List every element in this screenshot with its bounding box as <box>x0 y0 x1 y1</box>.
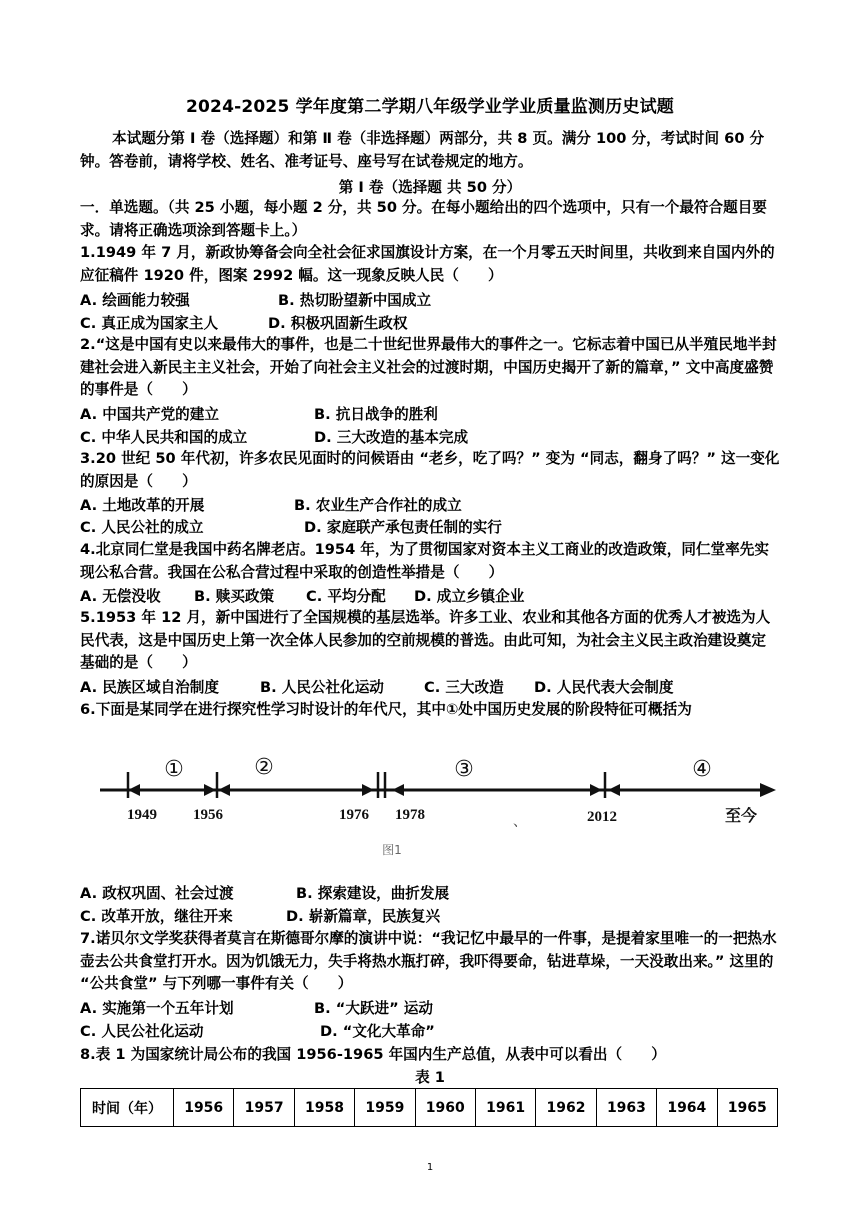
question-1-stem: 1.1949 年 7 月，新政协筹备会向全社会征求国旗设计方案，在一个月零五天时间里，共收到来自国内外的应征稿件 1920 件，图案 2992 幅。这一现象反映人民（ ） <box>80 244 775 284</box>
section-title: 第 Ⅰ 卷（选择题 共 50 分） <box>338 179 522 196</box>
question-7-options-row-1 <box>80 997 433 1018</box>
timeline-marker-2: ② <box>254 755 274 780</box>
table-cell-year: 1964 <box>657 1089 717 1127</box>
option-c: C. 人民公社的成立 <box>80 519 204 536</box>
table-cell-year: 1959 <box>355 1089 415 1127</box>
option-a: A. 实施第一个五年计划 <box>80 1000 234 1017</box>
question-5-options-row <box>80 676 674 697</box>
table-header-cell: 时间（年） <box>81 1089 174 1127</box>
exam-intro: 本试题分第 Ⅰ 卷（选择题）和第 Ⅱ 卷（非选择题）两部分，共 8 页。满分 100 分，考试时间 60 分钟。答卷前，请将学校、姓名、准考证号、座号写在试卷规定的地方。 <box>80 130 765 170</box>
option-d: D. 成立乡镇企业 <box>414 588 525 605</box>
option-a: A. 土地改革的开展 <box>80 497 205 514</box>
option-c: C. 平均分配 <box>306 588 386 605</box>
table-row <box>81 1089 778 1127</box>
option-d: D. 崭新篇章，民族复兴 <box>286 908 441 925</box>
question-5-stem: 5.1953 年 12 月，新中国进行了全国规模的基层选举。许多工业、农业和其他各方面的优秀人才被选为人民代表，这是中国历史上第一次全体人民参加的空前规模的普选。由此可知，为社会主义民主政治建设奠定基础的是（ ） <box>80 609 771 672</box>
page-number: 1 <box>426 1162 434 1173</box>
option-a: A. 民族区域自治制度 <box>80 679 219 696</box>
table-cell-year: 1962 <box>536 1089 596 1127</box>
timeline-figure <box>80 742 780 870</box>
question-3-options-row-1 <box>80 494 462 515</box>
option-c: C. 改革开放，继往开来 <box>80 908 233 925</box>
question-2-stem: 2.“这是中国有史以来最伟大的事件，也是二十世纪世界最伟大的事件之一。它标志着中国已从半殖民地半封建社会进入新民主主义社会，开始了向社会主义社会的过渡时期，中国历史揭开了新的篇章，” 文中高度盛赞的事件是（ ） <box>80 336 777 399</box>
question-7-options-row-2 <box>80 1020 435 1041</box>
table-cell-year: 1965 <box>717 1089 777 1127</box>
option-c: C. 中华人民共和国的成立 <box>80 429 248 446</box>
question-1-options-row-1 <box>80 289 431 310</box>
option-b: B. 探索建设，曲折发展 <box>296 885 450 902</box>
question-4-stem: 4.北京同仁堂是我国中药名牌老店。1954 年，为了贯彻国家对资本主义工商业的改造政策，同仁堂率先实现公私合营。我国在公私合营过程中采取的创造性举措是（ ） <box>80 541 769 581</box>
table-cell-year: 1960 <box>415 1089 475 1127</box>
option-c: C. 人民公社化运动 <box>80 1023 204 1040</box>
timeline-year-2012: 2012 <box>587 809 617 825</box>
question-6-options-row-1 <box>80 882 449 903</box>
table-cell-year: 1963 <box>596 1089 656 1127</box>
option-b: B. 热切盼望新中国成立 <box>278 292 432 309</box>
question-2-options-row-1 <box>80 403 438 424</box>
timeline-year-1956: 1956 <box>193 807 223 823</box>
question-3-stem: 3.20 世纪 50 年代初，许多农民见面时的问候语由 “老乡，吃了吗？” 变为 “同志，翻身了吗？” 这一变化的原因是（ ） <box>80 450 780 490</box>
option-b: B. “大跃进” 运动 <box>314 1000 433 1017</box>
table-cell-year: 1961 <box>475 1089 535 1127</box>
question-4-options-row <box>80 585 524 606</box>
option-b: B. 抗日战争的胜利 <box>314 406 438 423</box>
stray-mark: 、 <box>513 814 527 830</box>
option-d: D. “文化大革命” <box>320 1023 435 1040</box>
timeline-caption: 图1 <box>382 843 402 857</box>
table-cell-year: 1958 <box>294 1089 354 1127</box>
option-a: A. 中国共产党的建立 <box>80 406 219 423</box>
option-a: A. 无偿没收 <box>80 588 161 605</box>
question-7-stem: 7.诺贝尔文学奖获得者莫言在斯德哥尔摩的演讲中说：“我记忆中最早的一件事，是提着家里唯一的一把热水壶去公共食堂打开水。因为饥饿无力，失手将热水瓶打碎，我吓得要命，钻进草垛，一天没敢出来。” 这里的 “公共食堂” 与下列哪一事件有关（ ） <box>80 930 777 993</box>
question-3-options-row-2 <box>80 516 502 537</box>
table-caption: 表 1 <box>415 1069 445 1086</box>
timeline-year-1978: 1978 <box>395 807 425 823</box>
table-cell-year: 1957 <box>234 1089 294 1127</box>
option-c: C. 三大改造 <box>424 679 504 696</box>
timeline-marker-3: ③ <box>454 757 474 782</box>
option-d: D. 积极巩固新生政权 <box>268 315 408 332</box>
question-8-stem: 8.表 1 为国家统计局公布的我国 1956-1965 年国内生产总值，从表中可以看出（ ） <box>80 1046 666 1063</box>
option-b: B. 人民公社化运动 <box>260 679 384 696</box>
gdp-table <box>80 1088 778 1127</box>
timeline-marker-1: ① <box>164 757 184 782</box>
option-a: A. 绘画能力较强 <box>80 292 190 309</box>
table-cell-year: 1956 <box>174 1089 234 1127</box>
option-c: C. 真正成为国家主人 <box>80 315 219 332</box>
question-2-options-row-2 <box>80 426 468 447</box>
option-d: D. 人民代表大会制度 <box>534 679 674 696</box>
exam-title: 2024-2025 学年度第二学期八年级学业学业质量监测历史试题 <box>185 97 674 117</box>
option-d: D. 三大改造的基本完成 <box>314 429 469 446</box>
timeline-marker-4: ④ <box>692 757 712 782</box>
option-d: D. 家庭联产承包责任制的实行 <box>304 519 502 536</box>
timeline-year-1949: 1949 <box>127 807 157 823</box>
instructions: 一．单选题。（共 25 小题，每小题 2 分，共 50 分。在每小题给出的四个选项中，只有一个最符合题目要求。请将正确选项涂到答题卡上。） <box>80 199 767 239</box>
question-6-stem: 6.下面是某同学在进行探究性学习时设计的年代尺，其中①处中国历史发展的阶段特征可概括为 <box>80 701 692 718</box>
question-1-options-row-2 <box>80 312 408 333</box>
option-a: A. 政权巩固、社会过渡 <box>80 885 234 902</box>
option-b: B. 赎买政策 <box>194 588 275 605</box>
question-6-options-row-2 <box>80 905 440 926</box>
timeline-ticks <box>128 772 605 798</box>
option-b: B. 农业生产合作社的成立 <box>294 497 462 514</box>
timeline-year-now: 至今 <box>724 808 758 825</box>
timeline-year-1976: 1976 <box>339 807 369 823</box>
